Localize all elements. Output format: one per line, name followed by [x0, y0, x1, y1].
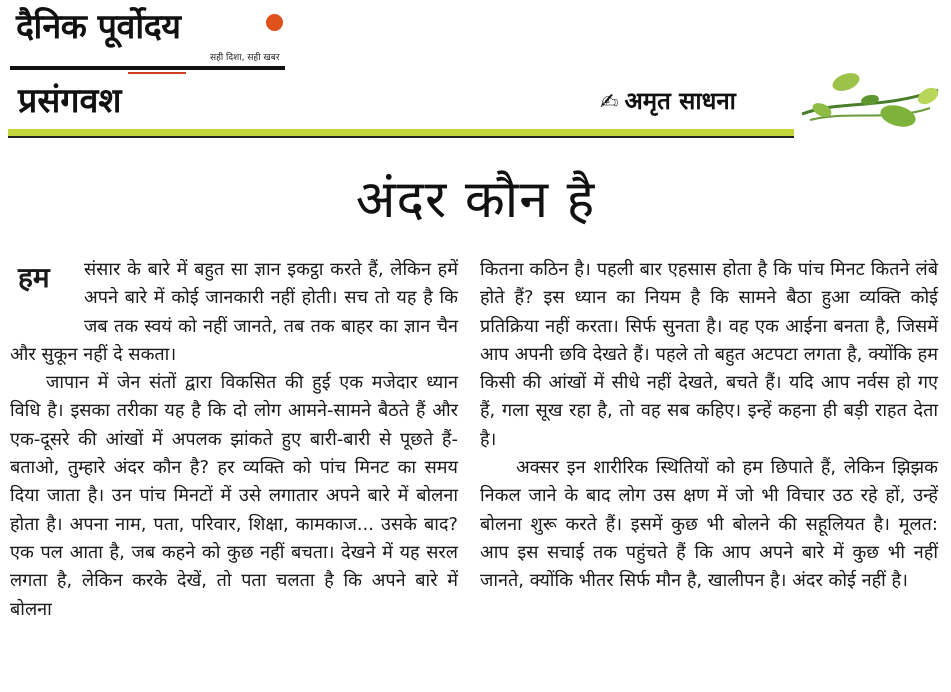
section-label: प्रसंगवश: [18, 81, 122, 121]
leaf-decoration-icon: [800, 70, 940, 134]
masthead-underline: [10, 66, 285, 70]
article-paragraph: संसार के बारे में बहुत सा ज्ञान इकट्ठा करते हैं, लेकिन हमें अपने बारे में कोई जानकारी नहीं होती। सच तो यह है कि जब तक स्वयं को नहीं जानते, तब तक बाहर का ज्ञान चैन और सुकून नहीं दे सकता।: [10, 259, 458, 365]
masthead-tagline: सही दिशा, सही खबर: [210, 53, 280, 63]
masthead-underline-accent: [128, 72, 186, 74]
article-paragraph: जापान में जेन संतों द्वारा विकसित की हुई एक मजेदार ध्यान विधि है। इसका तरीका यह है कि दो लोग आमने-सामने बैठते हैं और एक-दूसरे की आंखों में अपलक झांकते हुए बारी-बारी से पूछते हैं- बताओ, तुम्हारे अंदर कौन है? हर व्यक्ति को पांच मिनट का समय दिया जाता है। उन पांच मिनटों में उसे लगातार अपने बारे में बोलना होता है। अपना नाम, पता, परिवार, शिक्षा, कामकाज... उसके बाद? एक पल आता है, जब कहने को कुछ नहीं बचता। देखने में यह सरल लगता है, लेकिन करके देखें, तो पता चलता है कि अपने बारे में बोलना: [10, 372, 458, 620]
article-dropcap: हम: [18, 261, 50, 294]
article-paragraph: कितना कठिन है। पहली बार एहसास होता है कि पांच मिनट कितने लंबे होते हैं? इस ध्यान का नियम है कि सामने बैठा हुआ व्यक्ति कोई प्रतिक्रिया नहीं करता। सिर्फ सुनता है। वह एक आईना बनता है, जिसमें आप अपनी छवि देखते हैं। पहले तो बहुत अटपटा लगता है, क्योंकि हम किसी की आंखों में सीधे नहीं देखते, बचते हैं। यदि आप नर्वस हो गए हैं, गला सूख रहा है, तो वह सब कहिए। इन्हें कहना ही बड़ी राहत देता है।: [480, 259, 938, 450]
article-headline: अंदर कौन है: [355, 170, 596, 230]
article-column-right: [480, 256, 938, 596]
masthead-dot-icon: [266, 14, 283, 31]
pen-icon: ✍: [600, 90, 619, 115]
masthead-title: दैनिक पूर्वोदय: [16, 7, 181, 47]
article-column-left: [10, 256, 458, 624]
author-byline: [600, 84, 736, 117]
article-paragraph: अक्सर इन शारीरिक स्थितियों को हम छिपाते हैं, लेकिन झिझक निकल जाने के बाद लोग उस क्षण में जो भी विचार उठ रहे हों, उन्हें बोलना शुरू करते हैं। इसमें कुछ भी बोलने की सहूलियत है। मूलत: आप इस सचाई तक पहुंचते हैं कि आप अपने बारे में कुछ भी नहीं जानते, क्योंकि भीतर सिर्फ मौन है, खालीपन है। अंदर कोई नहीं है।: [480, 457, 938, 592]
author-name: अमृत साधना: [624, 87, 736, 115]
section-rule-black: [8, 136, 794, 138]
section-rule-green: [8, 129, 794, 136]
masthead: [10, 6, 285, 72]
